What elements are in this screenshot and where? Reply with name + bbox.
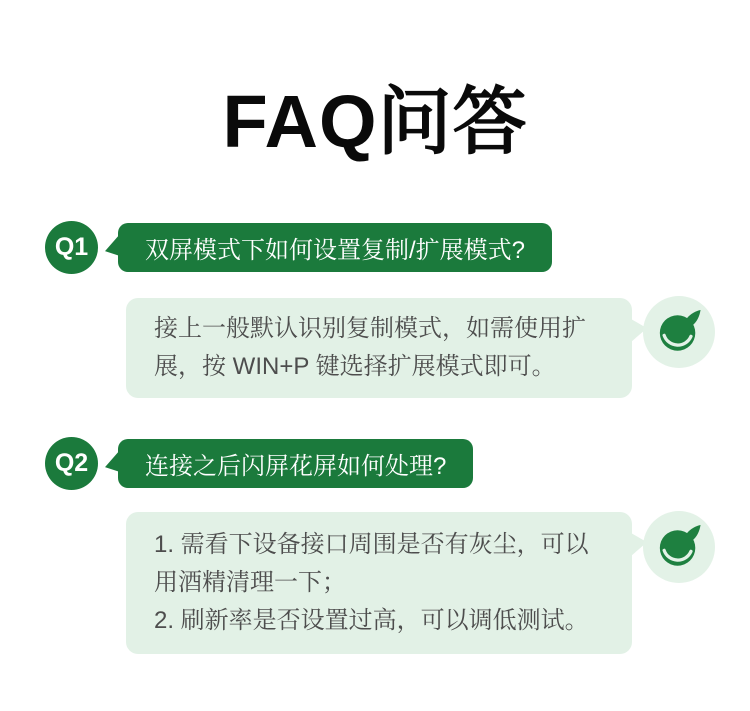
question-bubble-tail bbox=[105, 450, 120, 472]
question-text-q2: 连接之后闪屏花屏如何处理? bbox=[145, 453, 447, 480]
answer-bubble-q2 bbox=[126, 512, 632, 654]
brand-melon-logo-icon bbox=[656, 309, 702, 355]
answer-text-line: 接上一般默认识别复制模式，如需使用扩展，按 WIN+P 键选择扩展模式即可。 bbox=[154, 315, 586, 380]
question-bubble-tail bbox=[105, 234, 120, 256]
answer-text-line: 2. 刷新率是否设置过高，可以调低测试。 bbox=[154, 607, 589, 634]
page-title: FAQ问答 bbox=[222, 80, 528, 163]
question-badge-q2: Q2 bbox=[45, 437, 98, 490]
brand-melon-logo-icon bbox=[656, 524, 702, 570]
avatar bbox=[643, 296, 715, 368]
avatar bbox=[643, 511, 715, 583]
answer-text-line: 1. 需看下设备接口周围是否有灰尘，可以用酒精清理一下； bbox=[154, 531, 589, 596]
question-badge-q1: Q1 bbox=[45, 221, 98, 274]
question-bubble-q1 bbox=[118, 223, 552, 272]
question-text-q1: 双屏模式下如何设置复制/扩展模式? bbox=[145, 237, 526, 264]
question-bubble-q2 bbox=[118, 439, 473, 488]
answer-bubble-q1 bbox=[126, 298, 632, 398]
